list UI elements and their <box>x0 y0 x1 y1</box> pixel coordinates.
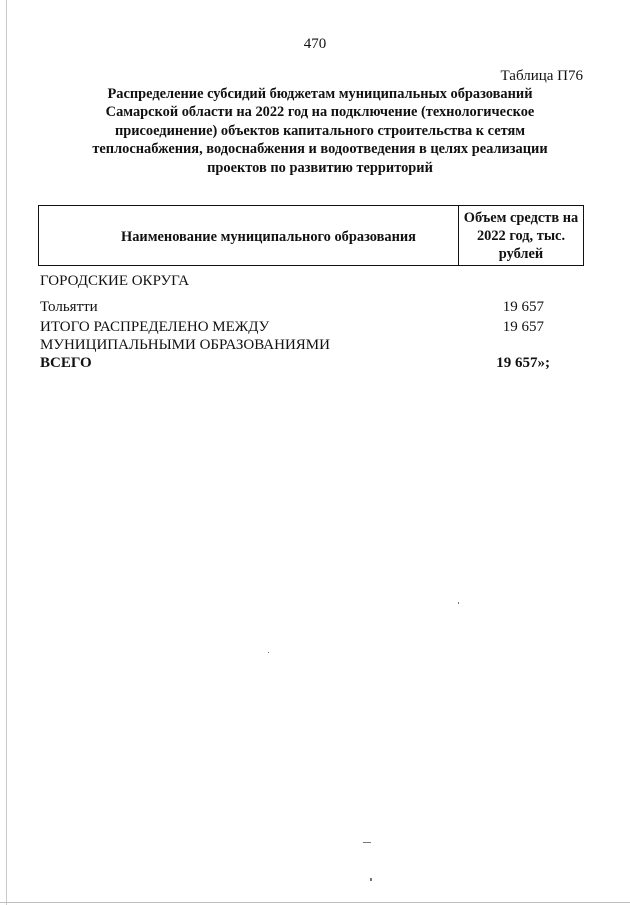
scan-left-edge <box>6 0 7 905</box>
total-value: 19 657»; <box>496 355 550 371</box>
table-row <box>40 298 560 316</box>
document-title: Распределение субсидий бюджетам муниципальных образований Самарской области на 2022 год на подключение (технологическое присоединение) объектов капитального строительства к сетям теплоснабжения, водоснабжения и водоотведения в целях реализации проектов по развитию территорий <box>92 86 548 176</box>
table-row <box>40 318 560 354</box>
scan-speck <box>268 652 269 653</box>
row-value: 19 657 <box>502 299 544 315</box>
section-heading-label: ГОРОДСКИЕ ОКРУГА <box>40 273 190 289</box>
row-name: ИТОГО РАСПРЕДЕЛЕНО МЕЖДУ МУНИЦИПАЛЬНЫМИ ОБРАЗОВАНИЯМИ <box>40 319 330 353</box>
section-heading <box>40 272 560 290</box>
column-header-volume: Объем средств на 2022 год, тыс. рублей <box>458 206 583 265</box>
total-row <box>40 354 560 372</box>
table-header <box>38 205 584 266</box>
page-number: 470 <box>303 36 327 52</box>
total-label: ВСЕГО <box>40 355 92 371</box>
row-value: 19 657 <box>502 319 544 335</box>
scan-speck <box>370 878 372 881</box>
scan-bottom-edge <box>0 902 630 903</box>
scan-speck <box>363 842 371 843</box>
column-header-name: Наименование муниципального образования <box>121 229 416 245</box>
scan-speck <box>458 602 459 604</box>
table-label: Таблица П76 <box>500 68 583 84</box>
row-name: Тольятти <box>40 299 98 315</box>
